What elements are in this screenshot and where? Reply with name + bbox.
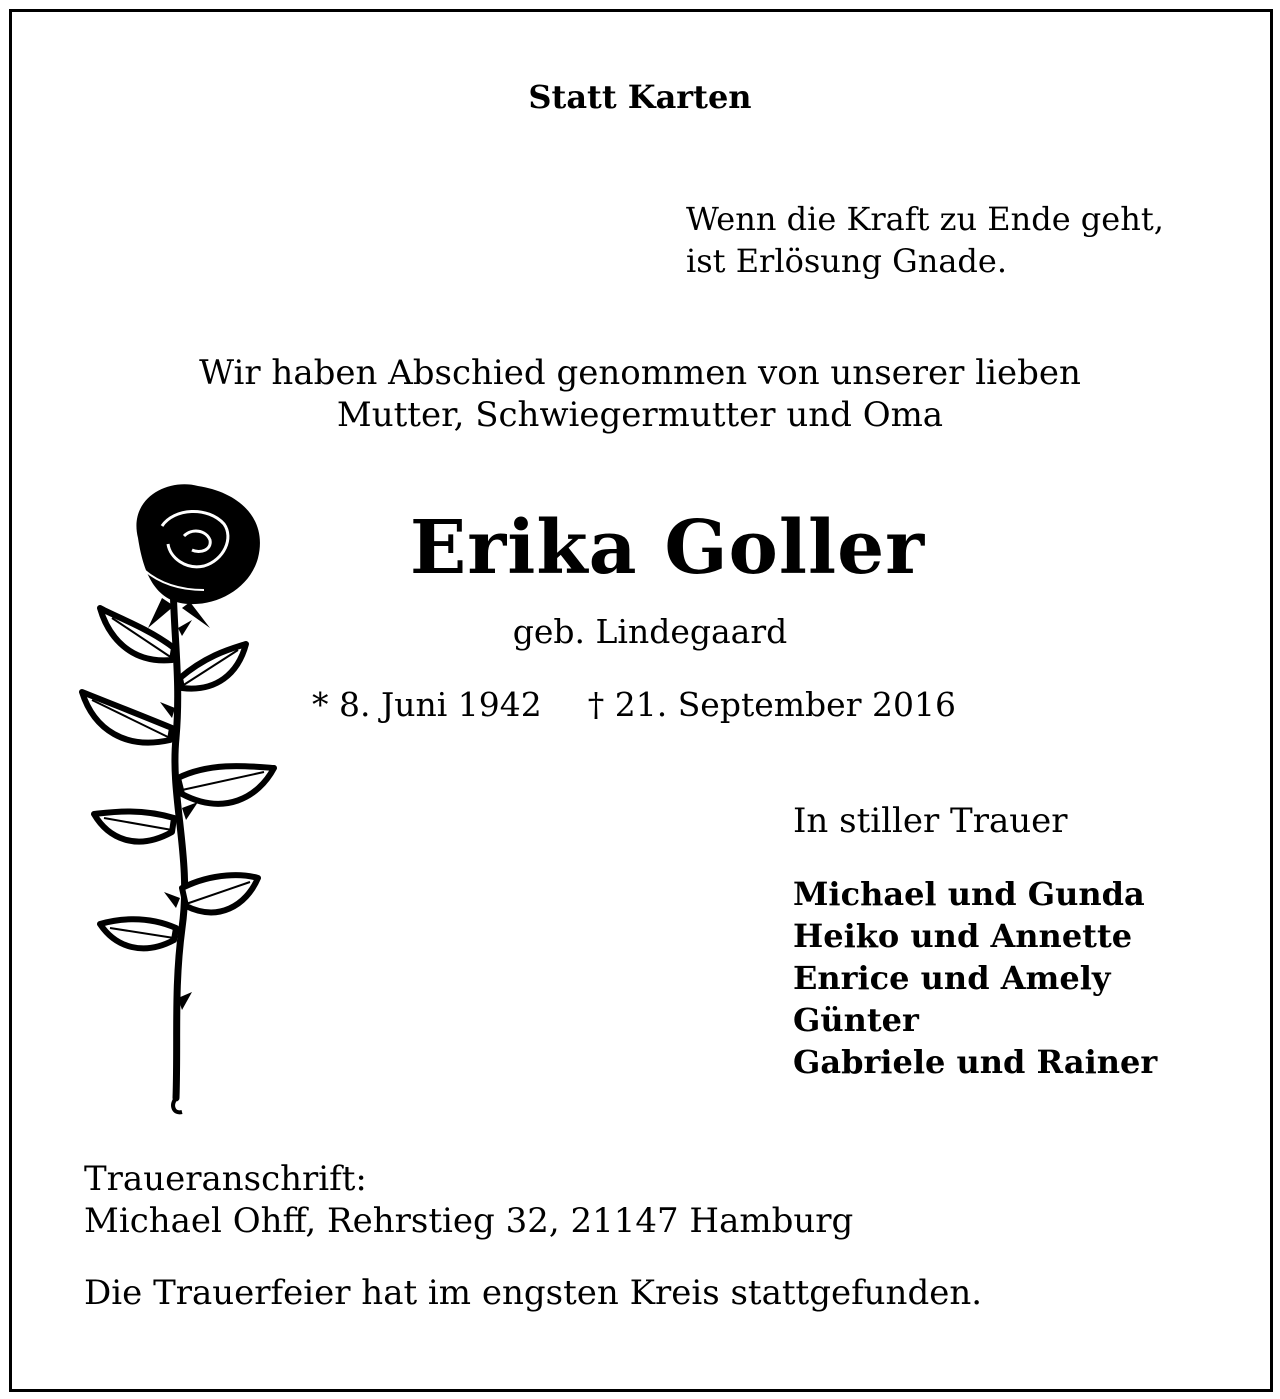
intro-line-2: Mutter, Schwiegermutter und Oma: [336, 395, 944, 435]
family-member: Enrice und Amely: [793, 959, 1111, 997]
family-member: Heiko und Annette: [793, 917, 1133, 955]
intro-line-1: Wir haben Abschied genommen von unserer lieben: [199, 353, 1081, 393]
life-dates: [312, 685, 956, 724]
mourning-address: [84, 1158, 853, 1242]
ceremony-note: Die Trauerfeier hat im engsten Kreis stattgefunden.: [84, 1273, 983, 1313]
rose-icon: [78, 478, 278, 1118]
quote-line-2: ist Erlösung Gnade.: [686, 242, 1007, 280]
family-list: [793, 873, 1157, 1083]
deceased-name: Erika Goller: [409, 505, 926, 591]
birth-date: * 8. Juni 1942: [312, 685, 542, 724]
mourning-line: In stiller Trauer: [793, 801, 1068, 841]
header-statt-karten: Statt Karten: [528, 78, 752, 116]
family-member: Günter: [793, 1001, 919, 1039]
quote: [686, 198, 1164, 282]
family-member: Gabriele und Rainer: [793, 1043, 1158, 1081]
address-label: Traueranschrift:: [84, 1159, 367, 1199]
maiden-name: geb. Lindegaard: [512, 612, 788, 651]
death-date: † 21. September 2016: [587, 685, 956, 724]
intro-text: [0, 352, 1280, 436]
family-member: Michael und Gunda: [793, 875, 1145, 913]
quote-line-1: Wenn die Kraft zu Ende geht,: [686, 200, 1164, 238]
address-value: Michael Ohff, Rehrstieg 32, 21147 Hamburg: [84, 1201, 854, 1241]
